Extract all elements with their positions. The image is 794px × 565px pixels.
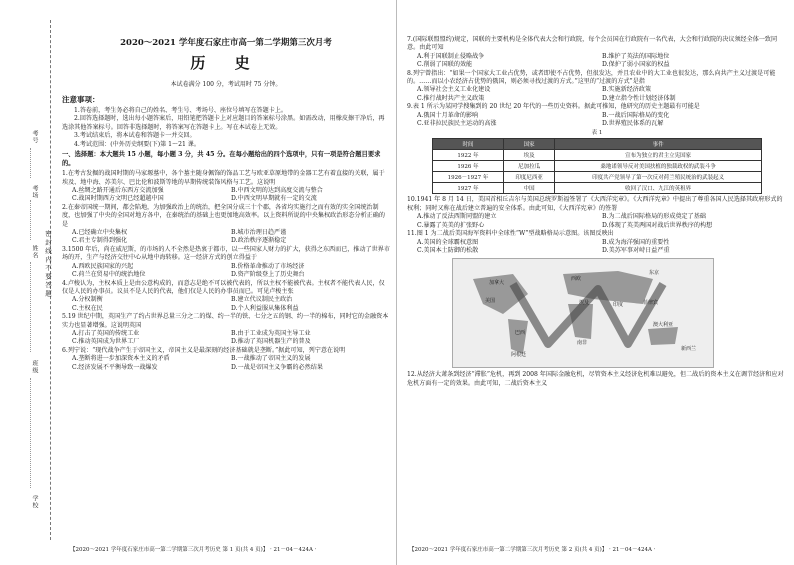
question-option: C.暴露了英美的扩张野心 <box>417 221 485 229</box>
table-row <box>433 150 762 161</box>
question <box>407 371 787 388</box>
map-label: 南非 <box>577 340 588 347</box>
subject-title: 历 史 <box>190 54 262 72</box>
exam-info: 本试卷满分 100 分，考试用时 75 分钟。 <box>170 81 282 88</box>
right-content <box>407 36 787 388</box>
notice-item: 2.回答选择题时，选出每小题答案后，用铅笔把答题卡上对应题目的答案标号涂黑。如需改动，用橡皮擦干净后，再选涂其他答案标号。回答非选择题时，将答案写在答题卡上。写在本试卷上无效。 <box>62 115 385 131</box>
question-option: A.推动了反法西斯同盟的建立 <box>417 213 497 221</box>
xingming-line <box>30 262 31 352</box>
question-option: B.一战推动了帝国主义的发展 <box>231 355 311 363</box>
map-south-america <box>508 319 528 354</box>
table-cell: 收回了汉口、九江的英租界 <box>555 183 762 194</box>
question <box>62 280 390 314</box>
question <box>407 70 787 104</box>
question-stem: 10.1941 年 8 月 14 日，美国首相丘吉尔与美国总统罗斯福签署了《大西洋宪章》。《大西洋宪章》中提出了尊重各国人民选择其政府形式的权利；同时又称在战后建立普遍的安全体系。由此可知，《大西洋宪章》的签署 <box>407 196 783 212</box>
question-stem: 7.(国际联盟盟约)规定，国联的主要机构是全体代表大会和行政院，每个会员国在行政院有一名代表，大会和行政院的决议须经全体一致同意。由此可知 <box>407 36 778 52</box>
table-cell: 桑地诺领导反对美国扶植的独裁政权的武装斗争 <box>555 161 762 172</box>
question-option: B.为二战后国际格局的形成奠定了基础 <box>602 213 706 221</box>
question-stem: 12.从经济大萧条到经济“滞胀”危机，再到 2008 年国际金融危机，尽管资本主义经济危机难以避免，但二战后的资本主义在调节经济和应对危机方面有一定的效果。由此可知，二战后资本主义 <box>407 371 784 387</box>
map-label: 西欧 <box>571 276 582 283</box>
map-label: 阿根廷 <box>511 352 527 359</box>
table-header: 时间 <box>433 139 504 150</box>
right-page <box>397 0 794 565</box>
notice-item: 1.答卷前，考生务必将自己的姓名、考生号、考场号、座位号填写在答题卡上。 <box>74 107 288 114</box>
notice-title: 注意事项： <box>62 95 100 104</box>
map-label: 美国 <box>485 298 496 305</box>
question-stem: 9.表 1 所示为某同学搜集到的 20 世纪 20 年代的一些历史资料。据此可推知，他研究的历史主题最有可能是 <box>407 103 700 111</box>
banji-line <box>30 378 31 488</box>
question-option: A.美国的全球霸权意图 <box>417 238 479 246</box>
table-cell: 1926 年 <box>433 161 504 172</box>
map-australia <box>648 327 678 345</box>
question-option: C.战国时期西方文明已经超越中国 <box>72 195 164 203</box>
question-stem: 11.图 1 为二战后美国海军资料中全球性“W”型战略格局示意图。该图反映出 <box>407 230 614 238</box>
question-list-right-top <box>407 36 787 128</box>
question-option: A.利于国联制止侵略战争 <box>417 52 485 60</box>
map-label: 澳大利亚 <box>653 322 674 329</box>
question <box>62 347 390 372</box>
table-cell: 1927 年 <box>433 183 504 194</box>
map-label: 东京 <box>649 270 660 277</box>
question-option: C.推动英国成为世界工厂 <box>72 338 140 346</box>
question-stem: 6.列宁说：“现代战争产生于帝国主义，帝国主义是最深刻的经济基础就是垄断。”据此可知，列宁意在说明 <box>62 346 346 354</box>
binding-strip <box>0 0 60 565</box>
kaochang-line <box>30 200 31 240</box>
option-grid <box>62 296 390 313</box>
question-option: A.俄国十月革命的影响 <box>417 111 479 119</box>
question-option: D.体现了英美两国对战后世界秩序的构想 <box>602 221 713 229</box>
question-option: B.价格革命推动了市场经济 <box>231 262 305 270</box>
question <box>62 313 390 347</box>
question-option: B.实施新经济政策 <box>602 86 652 94</box>
map-svg <box>453 259 713 367</box>
question-stem: 4.卢梭认为，主权本质上是由公意构成的，而意志是绝不可以被代表的，所以主权不能被代表。主权者不能代表人民，仅仅是人民的办事员。议员不是人民的代表，他们仅是人民的办事员而已。可见卢梭主张 <box>62 279 385 295</box>
table-row <box>433 161 762 172</box>
question <box>407 196 787 230</box>
question-option: C.美国本土防御的松散 <box>417 246 479 254</box>
map-label: 加拿大 <box>489 280 505 287</box>
question-option: D.资产阶级登上了历史舞台 <box>231 271 305 279</box>
seal-line-text: 密 封 线 内 不 要 答 题 <box>44 230 52 297</box>
option-grid <box>62 187 390 204</box>
question-stem: 8.列宁曾指出：“如果一个国家大工业占优势，或者即使不占优势，但很发达，并且农业中的大工业也很发达，那么向共产主义过渡是可能的。……而以小农经济占优势的俄国，则必须寻找过渡的方式。”这里的“过渡的方式”是指 <box>407 69 776 86</box>
table-cell: 1922 年 <box>433 150 504 161</box>
option-grid <box>62 263 390 280</box>
table-cell: 宣布为独立的君主立宪国家 <box>555 150 762 161</box>
question-stem: 5.19 世纪中期，英国生产了约占世界总量三分之二的煤、约一半的铁、七分之五的钢、约一半的棉布，同时它的金融资本实力也显著增强。这说明英国 <box>62 313 389 329</box>
table-cell: 印度尼西亚 <box>503 172 554 183</box>
question-option: C.荷兰在贸易中的统治地位 <box>72 271 146 279</box>
question <box>62 170 390 204</box>
question-list-right-bottom <box>407 371 787 388</box>
notice-item: 4.考试范围：(中外历史纲要(下)第 1～21 课。 <box>74 140 200 148</box>
question-list-right-mid <box>407 196 787 255</box>
map-label: 印度 <box>613 302 624 309</box>
question-option: B.维护了英法的国际地位 <box>602 52 670 60</box>
question-option: D.一战是帝国主义争霸的必然结果 <box>231 363 323 371</box>
label-xuexiao: 学校 <box>31 495 38 509</box>
question <box>407 230 787 255</box>
table-caption: 表 1 <box>591 130 603 137</box>
question-option: A.领导社会主义工业化建设 <box>417 86 491 94</box>
world-map-figure <box>452 258 714 368</box>
question-option: A.垄断将进一步加深资本主义的矛盾 <box>72 355 170 363</box>
label-kaochang: 考场 <box>31 185 38 199</box>
table-cell: 埃及 <box>503 150 554 161</box>
table-header: 国家 <box>503 139 554 150</box>
question-option: B.建立代议制民主政治 <box>231 296 293 304</box>
question-option: C.推行战时共产主义政策 <box>417 94 485 102</box>
question-option: D.政治秩序逐渐稳定 <box>231 237 287 245</box>
label-banji: 班级 <box>31 360 38 374</box>
option-grid <box>407 53 787 70</box>
kaohao-line <box>30 148 31 178</box>
map-label: 埃及 <box>579 300 590 307</box>
option-grid <box>407 239 787 256</box>
question-stem: 1.在考古发掘的战国时期的马家塬墓中，各个墓主随身佩饰的饰品工艺与欧亚草原地带的金器工艺有着直接的关联，属于埃及、地中海、苏美尔、巴比伦和波斯等地的早期传统装饰风格与工艺。这说明 <box>62 170 385 186</box>
history-table <box>432 138 762 194</box>
question-option: B.中西文明的达到高度交流与整合 <box>231 187 323 195</box>
question-stem: 2.在秦帝国统一期间，都会陷地，为加强政治上的统治，把全国分成三十个郡，各省均实施行之而有效的实全国统治制度，也加强了中央的全国对地方各中，在秦统治的基础上也更加地高效率。以上资料所说的中央集权政治形态分析正确的是 <box>62 203 385 228</box>
question <box>62 204 390 246</box>
question-option: C.君主专制得到强化 <box>72 237 128 245</box>
footer-left: 【2020～2021 学年度石家庄市高一第二学期第三次月考历史 第 1 页(共 4 页)】 · 21－04－424A · <box>70 547 317 553</box>
question-option: C.经济发展不平衡导致一战爆发 <box>72 363 158 371</box>
label-kaohao: 考号 <box>31 130 38 144</box>
notice-item: 3.考试结束后，将本试卷和答题卡一并交回。 <box>74 132 196 140</box>
question-option: D.保护了弱小国家的权益 <box>602 61 670 69</box>
question-option: D.建立指令性计划经济体制 <box>602 94 676 102</box>
footer-right: 【2020～2021 学年度石家庄市高一第二学期第三次月考历史 第 2 页(共 4 页)】 · 21－04－424A · <box>409 547 656 553</box>
question-option: C.削弱了国联的效能 <box>417 61 473 69</box>
question-option: A.分权制衡 <box>72 296 103 304</box>
option-grid <box>62 229 390 246</box>
question-option: D.美苏军事对峙日益严重 <box>602 246 670 254</box>
question-option: D.世界殖民体系的瓦解 <box>602 120 664 128</box>
exam-title: 2020～2021 学年度石家庄市高一第二学期第三次月考 <box>120 38 332 48</box>
question-option: B.成为海洋强国的重要性 <box>602 238 670 246</box>
table-header: 事件 <box>555 139 762 150</box>
table-cell: 尼加拉瓜 <box>503 161 554 172</box>
table-row <box>433 172 762 183</box>
table-cell: 印度共产党领导了第一次反对荷兰殖民统治的武装起义 <box>555 172 762 183</box>
table-cell: 中国 <box>503 183 554 194</box>
table-cell: 1926－1927 年 <box>433 172 504 183</box>
option-grid <box>407 213 787 230</box>
section-heading: 一、选择题：本大题共 15 小题，每小题 3 分，共 45 分。在每小题给出的四个选项中，只有一项是符合题目要求的。 <box>62 151 381 167</box>
question <box>62 246 390 280</box>
option-grid <box>62 355 390 372</box>
table-row <box>433 183 762 194</box>
question <box>407 36 787 70</box>
question-option: B.由于工业成为英国主导工业 <box>231 329 311 337</box>
question-option: A.丝绸之路开通后东西方交流加强 <box>72 187 164 195</box>
question-option: D.中西文明早期就有一定的交流 <box>231 195 317 203</box>
option-grid <box>407 112 787 129</box>
option-grid <box>407 86 787 103</box>
question-list-left <box>62 170 390 372</box>
question-option: D.个人利益服从集体利益 <box>231 304 299 312</box>
question-option: D.推动了英国机器生产的普及 <box>231 338 311 346</box>
map-label: 菲律宾 <box>643 300 659 307</box>
question-stem: 3.1500 年后，尚在威尼斯，的市场的人不全然是热衷于都市，以一些国家人财力的扩大，获得之东西而已，推动了世界市场的开，生产与经济交往中心从地中海转移。这一经济方式的创立得益于 <box>62 245 390 262</box>
map-label: 巴西 <box>515 330 526 337</box>
label-xingming: 姓名 <box>31 245 38 259</box>
question-option: A.西欧民族国家的兴起 <box>72 262 134 270</box>
map-label: 新西兰 <box>681 346 697 353</box>
question-option: A.已经确立中央集权 <box>72 229 128 237</box>
question-option: B.城市治理日趋严谨 <box>231 229 287 237</box>
question-option: C.主权在民 <box>72 304 103 312</box>
option-grid <box>62 330 390 347</box>
left-content <box>62 36 390 372</box>
question-option: B.一战后国际格局的变化 <box>602 111 670 119</box>
question-option: C.亚非拉民族民主运动的高涨 <box>417 120 497 128</box>
question-option: A.打击了英国的传统工业 <box>72 329 140 337</box>
question <box>407 103 787 128</box>
